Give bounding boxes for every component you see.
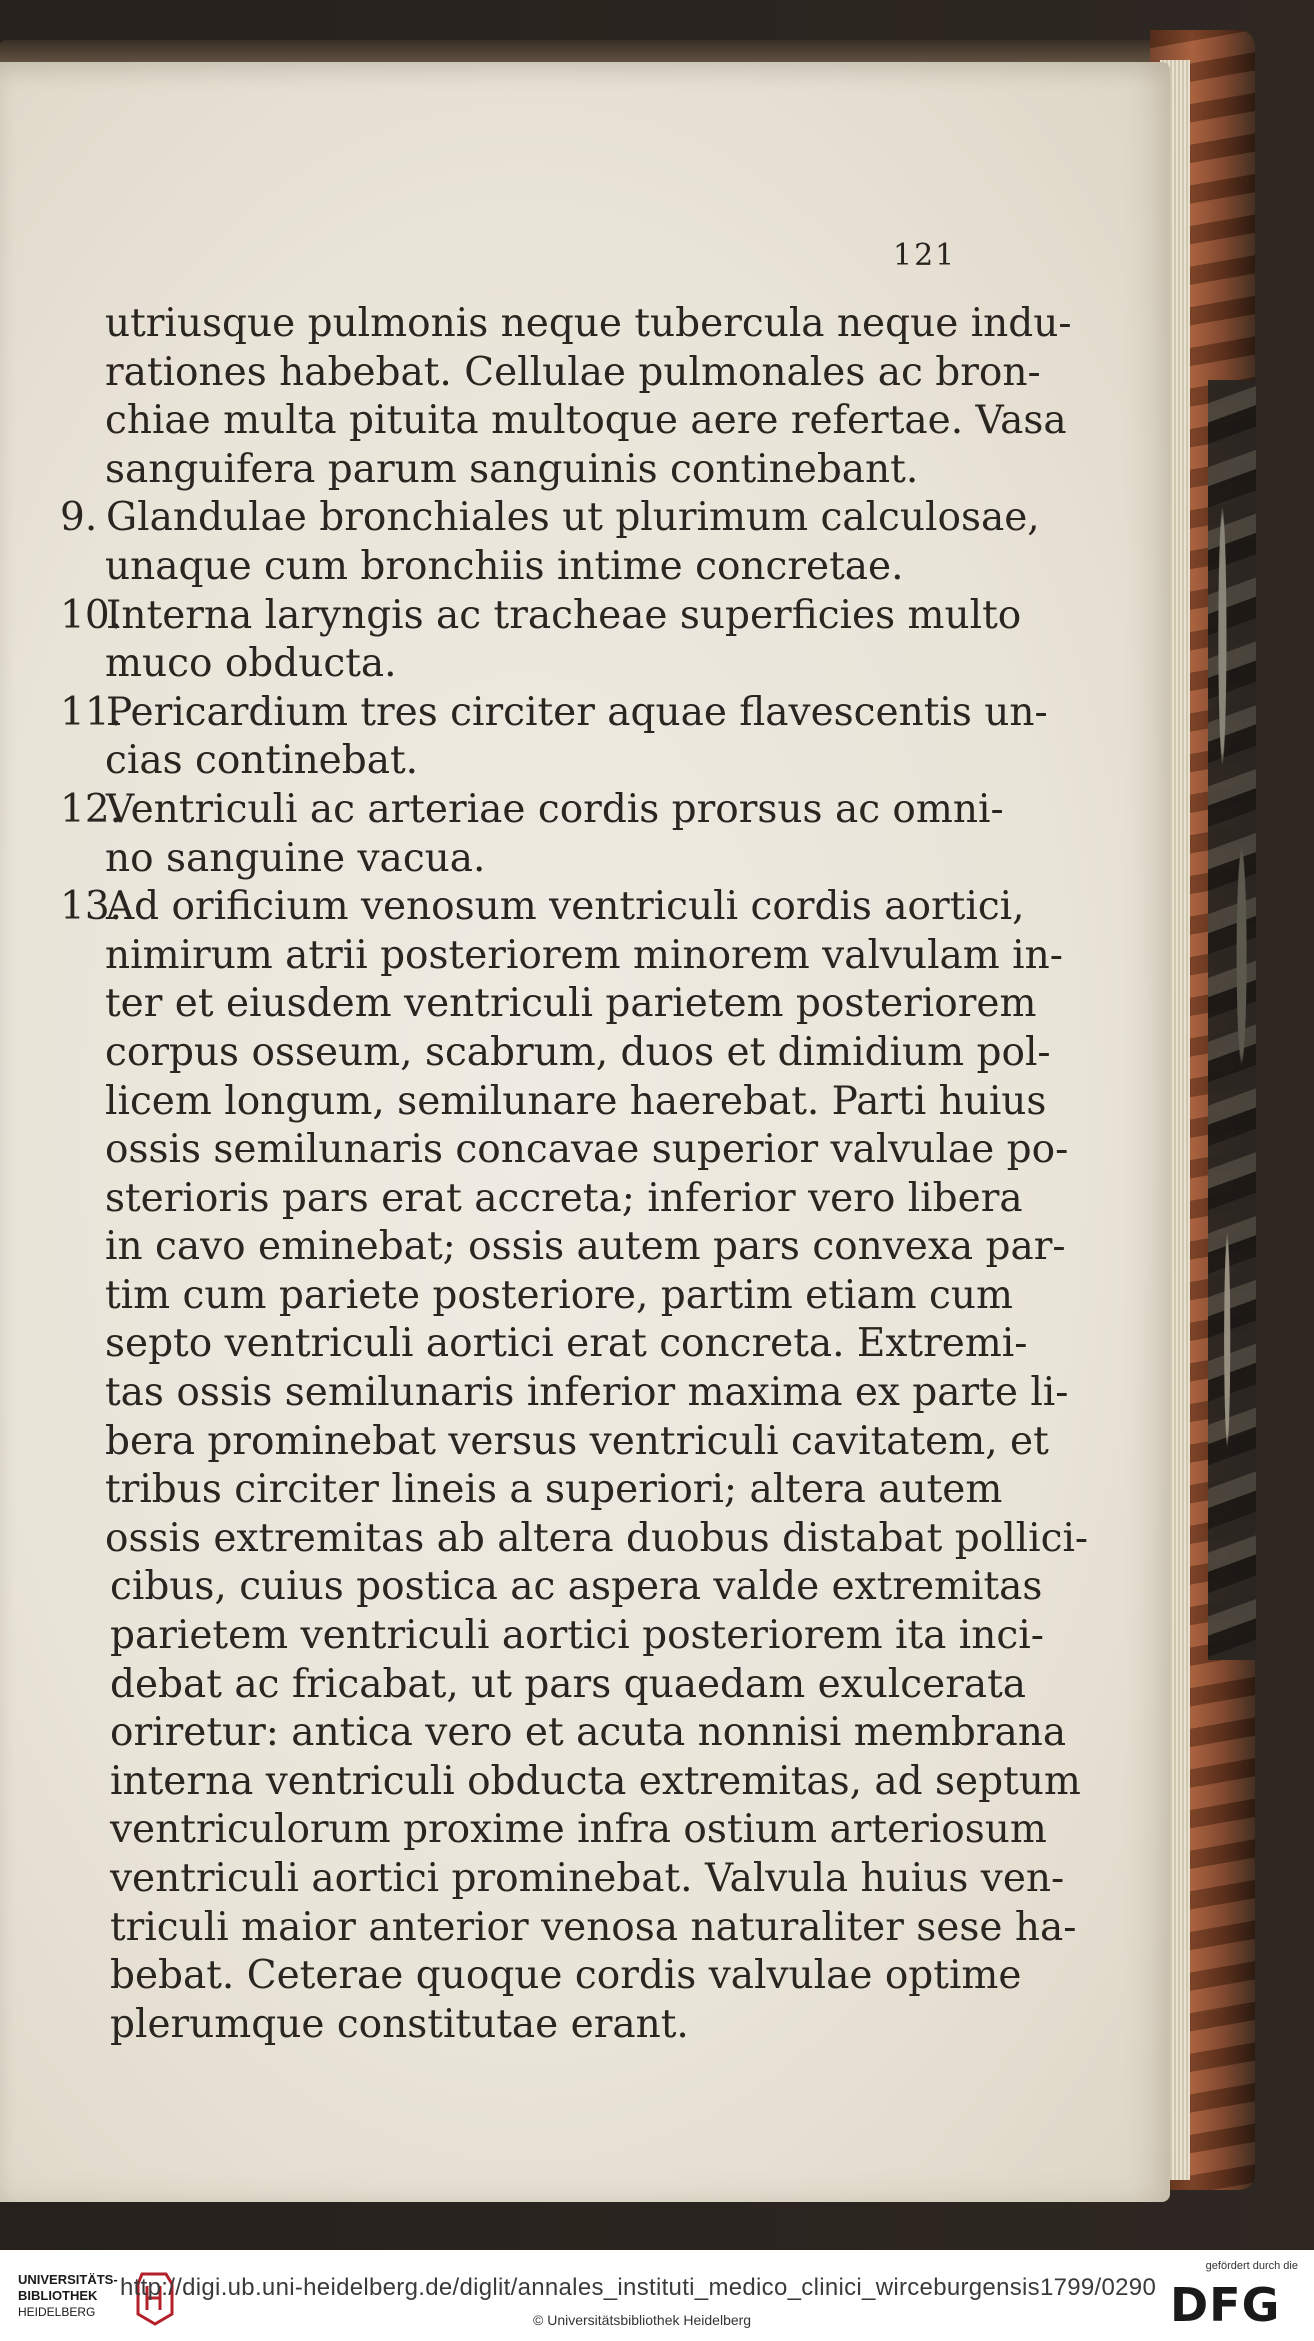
- text-line: [60, 1369, 1069, 1418]
- text-line: [60, 397, 1067, 446]
- line-text: ter et eiusdem ventriculi parietem posteriorem: [105, 981, 1037, 1027]
- text-line: [60, 1758, 1081, 1807]
- line-text: no sanguine vacua.: [105, 835, 486, 881]
- text-line: [60, 689, 1048, 738]
- funding-text: gefördert durch die: [1205, 2260, 1298, 2272]
- line-text: ventriculorum proxime infra ostium arteriosum: [110, 1807, 1047, 1853]
- library-logo-line2: BIBLIOTHEK: [18, 2288, 98, 2303]
- text-line: [60, 980, 1037, 1029]
- copyright-text: © Universitätsbibliothek Heidelberg: [533, 2312, 752, 2328]
- page-text: [60, 300, 1089, 2049]
- item-number: 12.: [60, 786, 123, 832]
- line-text: Pericardium tres circiter aquae flavescentis un-: [106, 689, 1048, 735]
- item-number: 11.: [60, 689, 123, 735]
- line-text: corpus osseum, scabrum, duos et dimidium pol-: [105, 1029, 1051, 1075]
- text-line: [60, 446, 990, 495]
- line-text: tim cum pariete posteriore, partim etiam cum: [105, 1272, 1013, 1318]
- text-line: [60, 1952, 1022, 2001]
- library-logo-line3: HEIDELBERG: [18, 2305, 96, 2319]
- line-text: septo ventriculi aortici erat concreta. Extremi-: [105, 1321, 1028, 1367]
- text-line: [60, 543, 990, 592]
- source-url-link[interactable]: http://digi.ub.uni-heidelberg.de/diglit/annales_instituti_medico_clinici_wirceburgensis1799/0290: [120, 2274, 1157, 2301]
- text-line: [60, 1563, 1043, 1612]
- text-line: [60, 1709, 1067, 1758]
- line-text: rationes habebat. Cellulae pulmonales ac bron-: [105, 349, 1041, 395]
- text-line: [60, 883, 1025, 932]
- line-text: debat ac fricabat, ut pars quaedam exulcerata: [110, 1661, 1027, 1707]
- line-text: interna ventriculi obducta extremitas, ad septum: [110, 1758, 1081, 1804]
- item-number: 10.: [60, 592, 123, 638]
- line-text: tas ossis semilunaris inferior maxima ex parte li-: [105, 1370, 1069, 1416]
- text-line: [60, 300, 1072, 349]
- text-line: [60, 1515, 1089, 1564]
- text-line: [60, 1418, 1049, 1467]
- text-line: [60, 349, 1041, 398]
- line-text: tribus circiter lineis a superiori; altera autem: [105, 1467, 1003, 1513]
- text-line: [60, 786, 1004, 835]
- text-line: [60, 932, 1063, 981]
- text-line: [60, 1272, 1013, 1321]
- item-number: 9.: [60, 495, 98, 541]
- line-text: plerumque constitutae erant.: [110, 2001, 689, 2047]
- text-line: [60, 1661, 1027, 1710]
- line-text: Ventriculi ac arteriae cordis prorsus ac omni-: [106, 786, 1004, 832]
- text-line: [60, 1223, 1066, 1272]
- footer-bar: [0, 2250, 1314, 2341]
- text-line: [60, 1029, 1051, 1078]
- line-text: bebat. Ceterae quoque cordis valvulae optime: [110, 1953, 1022, 1999]
- text-line: [60, 1466, 1003, 1515]
- line-text: sanguifera parum sanguinis continebant.: [105, 446, 919, 492]
- text-line: [60, 1078, 1047, 1127]
- text-line: [60, 1855, 1065, 1904]
- text-line: [60, 835, 990, 884]
- line-text: in cavo eminebat; ossis autem pars convexa par-: [105, 1224, 1066, 1270]
- line-text: sterioris pars erat accreta; inferior vero libera: [105, 1175, 1023, 1221]
- line-text: ossis extremitas ab altera duobus distabat pollici-: [105, 1515, 1089, 1561]
- line-text: cias continebat.: [105, 738, 419, 784]
- library-logo-line1: UNIVERSITÄTS-: [18, 2272, 118, 2287]
- library-logo: [18, 2272, 128, 2320]
- text-line: [60, 592, 1022, 641]
- line-text: Ad orificium venosum ventriculi cordis aortici,: [106, 884, 1025, 930]
- text-line: [60, 737, 990, 786]
- text-line: [60, 494, 1040, 543]
- dfg-logo: DFG: [1170, 2278, 1281, 2332]
- line-text: licem longum, semilunare haerebat. Parti huius: [105, 1078, 1047, 1124]
- line-text: nimirum atrii posteriorem minorem valvulam in-: [105, 932, 1063, 978]
- text-line: [60, 1320, 1028, 1369]
- line-text: bera prominebat versus ventriculi cavitatem, et: [105, 1418, 1049, 1464]
- text-line: [60, 1175, 1023, 1224]
- line-text: Interna laryngis ac tracheae superficies multo: [106, 592, 1022, 638]
- line-text: triculi maior anterior venosa naturaliter sese ha-: [110, 1904, 1077, 1950]
- marbled-cover-paper: [1208, 380, 1256, 1660]
- text-line: [60, 2001, 990, 2050]
- line-text: ossis semilunaris concavae superior valvulae po-: [105, 1127, 1069, 1173]
- line-text: muco obducta.: [105, 641, 397, 687]
- line-text: parietem ventriculi aortici posteriorem ita inci-: [110, 1613, 1044, 1659]
- text-line: [60, 640, 990, 689]
- line-text: cibus, cuius postica ac aspera valde extremitas: [110, 1564, 1043, 1610]
- line-text: utriusque pulmonis neque tubercula neque indu-: [105, 301, 1072, 346]
- text-line: [60, 1904, 1077, 1953]
- line-text: ventriculi aortici prominebat. Valvula huius ven-: [110, 1856, 1065, 1901]
- line-text: unaque cum bronchiis intime concretae.: [105, 543, 904, 589]
- item-number: 13.: [60, 884, 123, 930]
- text-line: [60, 1612, 1044, 1661]
- line-text: oriretur: antica vero et acuta nonnisi membrana: [110, 1710, 1067, 1756]
- text-line: [60, 1806, 1047, 1855]
- page-number: 121: [893, 238, 957, 273]
- line-text: Glandulae bronchiales ut plurimum calculosae,: [106, 495, 1040, 541]
- text-line: [60, 1126, 1069, 1175]
- line-text: chiae multa pituita multoque aere refertae. Vasa: [105, 398, 1067, 444]
